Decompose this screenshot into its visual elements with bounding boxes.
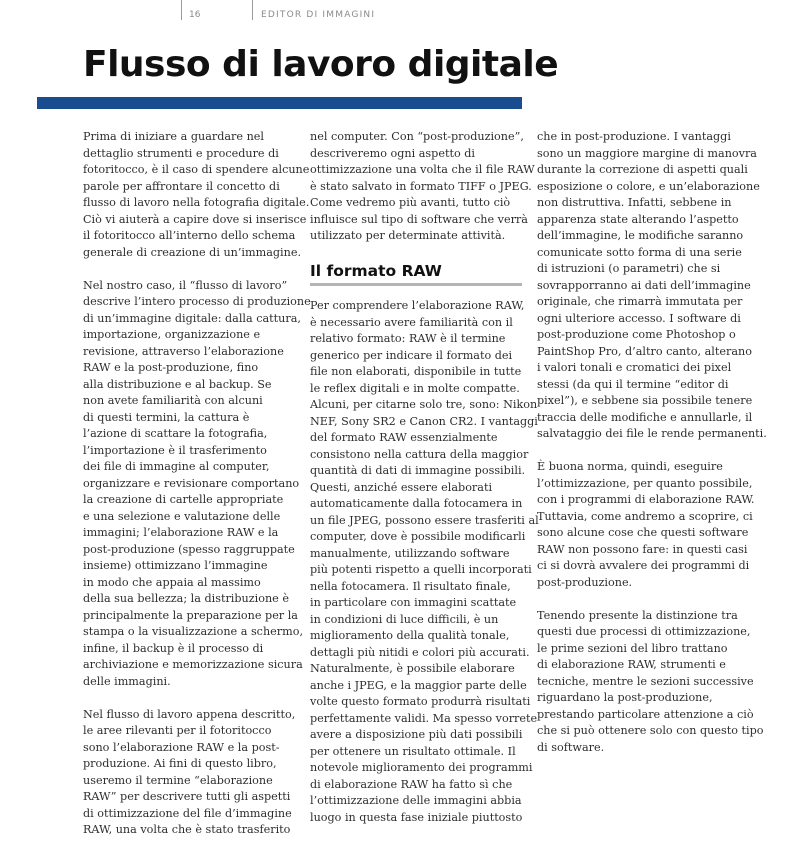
text-line: È buona norma, quindi, eseguire — [537, 460, 723, 473]
text-line: durante la correzione di aspetti quali — [537, 163, 748, 176]
running-head: EDITOR DI IMMAGINI — [261, 10, 376, 20]
text-line: sono un maggiore margine di manovra — [537, 146, 757, 160]
text-line: insieme) ottimizzano l’immagine — [83, 559, 268, 572]
text-line: fotoritocco, è il caso di spendere alcune — [83, 163, 310, 176]
text-line: revisione, attraverso l’elaborazione — [83, 344, 284, 358]
header-divider-right — [252, 0, 253, 20]
text-line: descrive l’intero processo di produzione — [83, 295, 311, 308]
text-line: sono l’elaborazione RAW e la post- — [83, 740, 280, 754]
text-column-2 — [310, 129, 539, 843]
text-line: quantità di dati di immagine possibili. — [310, 464, 526, 477]
text-line: della sua bellezza; la distribuzione è — [83, 592, 289, 605]
text-line: Questi, anziché essere elaborati — [310, 480, 493, 494]
text-line: Ciò vi aiuterà a capire dove si inserisce — [83, 212, 307, 226]
text-line: sovrapporranno ai dati dell’immagine — [537, 278, 751, 292]
text-line: luogo in questa fase iniziale piuttosto — [310, 810, 523, 824]
paragraph — [537, 129, 767, 443]
title-accent-bar — [37, 97, 522, 109]
text-line: importazione, organizzazione e — [83, 328, 261, 341]
text-line: sono alcune cose che questi software — [537, 526, 749, 539]
text-line: Per comprendere l’elaborazione RAW, — [310, 299, 525, 312]
text-line: generale di creazione di un’immagine. — [83, 245, 302, 259]
text-line: dettagli più nitidi e colori più accurati. — [310, 645, 530, 659]
text-line: apparenza state alterando l’aspetto — [537, 212, 739, 226]
paragraph — [310, 129, 535, 245]
text-line: post-produzione come Photoshop o — [537, 328, 736, 341]
text-line: Prima di iniziare a guardare nel — [83, 130, 264, 143]
text-line: influisce sul tipo di software che verrà — [310, 212, 528, 226]
text-line: comunicate sotto forma di una serie — [537, 245, 742, 259]
text-line: per ottenere un risultato ottimale. Il — [310, 744, 516, 758]
text-line: notevole miglioramento dei programmi — [310, 761, 533, 774]
paragraph — [83, 129, 310, 261]
text-line: Nel nostro caso, il “flusso di lavoro” — [83, 278, 288, 292]
text-line: automaticamente dalla fotocamera in — [310, 497, 523, 510]
text-line: Nel flusso di lavoro appena descritto, — [83, 707, 296, 721]
text-line: l’ottimizzazione delle immagini abbia — [310, 794, 522, 807]
text-column-1 — [83, 129, 311, 855]
text-line: delle immagini. — [83, 674, 171, 688]
text-line: RAW, una volta che è stato trasferito — [83, 823, 291, 836]
text-line: che in post-produzione. I vantaggi — [537, 130, 731, 143]
text-line: ottimizzazione una volta che il file RAW — [310, 163, 535, 176]
text-line: Tuttavia, come andremo a scoprire, ci — [537, 509, 753, 523]
text-line: dettaglio strumenti e procedure di — [83, 146, 279, 160]
text-line: di ottimizzazione del file d’immagine — [83, 806, 292, 820]
text-line: con i programmi di elaborazione RAW. — [537, 493, 755, 506]
text-line: le prime sezioni del libro trattano — [537, 641, 728, 655]
section-subheading: Il formato RAW — [310, 262, 442, 280]
text-line: post-produzione (spesso raggruppate — [83, 542, 295, 556]
text-line: produzione. Ai fini di questo libro, — [83, 757, 277, 770]
text-line: consistono nella cattura della maggior — [310, 447, 529, 461]
text-column-3 — [537, 129, 767, 773]
text-line: l’importazione è il trasferimento — [83, 443, 267, 457]
text-line: parole per affrontare il concetto di — [83, 179, 280, 193]
text-line: PaintShop Pro, d’altro canto, alterano — [537, 344, 752, 358]
text-line: le reflex digitali e in molte compatte. — [310, 381, 520, 395]
text-line: l’azione di scattare la fotografia, — [83, 427, 268, 440]
text-line: flusso di lavoro nella fotografia digitale. — [83, 196, 310, 209]
paragraph — [83, 278, 311, 691]
text-line: nel computer. Con “post-produzione”, — [310, 130, 524, 143]
text-line: è stato salvato in formato TIFF o JPEG. — [310, 179, 532, 193]
text-line: RAW non possono fare: in questi casi — [537, 542, 748, 556]
text-line: manualmente, utilizzando software — [310, 546, 510, 560]
text-line: non avete familiarità con alcuni — [83, 394, 263, 407]
text-line: ogni ulteriore accesso. I software di — [537, 311, 741, 325]
paragraph — [537, 459, 755, 591]
text-line: salvataggio dei file le rende permanenti. — [537, 427, 767, 440]
text-line: di questi termini, la cattura è — [83, 410, 250, 424]
text-line: RAW e la post-produzione, fino — [83, 361, 259, 374]
text-line: prestando particolare attenzione a ciò — [537, 707, 754, 721]
text-line: il fotoritocco all’interno dello schema — [83, 229, 296, 242]
text-line: di un’immagine digitale: dalla cattura, — [83, 311, 301, 325]
text-line: un file JPEG, possono essere trasferiti al — [310, 513, 539, 527]
text-line: nella fotocamera. Il risultato finale, — [310, 579, 511, 593]
text-line: Naturalmente, è possibile elaborare — [310, 662, 515, 675]
text-line: tecniche, mentre le sezioni successive — [537, 674, 754, 688]
text-line: di istruzioni (o parametri) che si — [537, 262, 721, 275]
text-line: perfettamente validi. Ma spesso vorrete — [310, 711, 538, 725]
text-line: infine, il backup è il processo di — [83, 641, 264, 655]
text-line: Come vedremo più avanti, tutto ciò — [310, 196, 511, 209]
text-line: Tenendo presente la distinzione tra — [537, 608, 738, 622]
text-line: in particolare con immagini scattate — [310, 596, 517, 609]
text-line: miglioramento della qualità tonale, — [310, 629, 510, 642]
text-line: NEF, Sony SR2 e Canon CR2. I vantaggi — [310, 414, 538, 428]
text-line: stampa o la visualizzazione a schermo, — [83, 625, 304, 638]
text-line: organizzare e revisionare comportano — [83, 476, 300, 490]
text-line: immagini; l’elaborazione RAW e la — [83, 526, 279, 539]
text-line: la creazione di cartelle appropriate — [83, 493, 284, 506]
text-line: di software. — [537, 740, 605, 754]
text-line: generico per indicare il formato dei — [310, 348, 513, 362]
paragraph — [83, 707, 297, 839]
text-line: è necessario avere familiarità con il — [310, 315, 513, 329]
text-line: volte questo formato produrrà risultati — [310, 695, 531, 708]
text-line: che si può ottenere solo con questo tipo — [537, 724, 764, 737]
text-line: dei file di immagine al computer, — [83, 460, 270, 473]
text-line: l’ottimizzazione, per quanto possibile, — [537, 476, 753, 490]
text-line: e una selezione e valutazione delle — [83, 509, 281, 523]
page-number: 16 — [189, 10, 201, 20]
text-line: originale, che rimarrà immutata per — [537, 295, 743, 308]
text-line: in modo che appaia al massimo — [83, 575, 261, 589]
text-line: del formato RAW essenzialmente — [310, 431, 498, 444]
text-line: file non elaborati, disponibile in tutte — [310, 365, 522, 378]
subheading-rule — [310, 283, 522, 286]
text-line: questi due processi di ottimizzazione, — [537, 625, 751, 638]
text-line: alla distribuzione e al backup. Se — [83, 377, 272, 391]
text-line: non distruttiva. Infatti, sebbene in — [537, 196, 732, 209]
text-line: esposizione o colore, e un’elaborazione — [537, 179, 760, 193]
text-line: dell’immagine, le modifiche saranno — [537, 229, 744, 242]
text-line: di elaborazione RAW ha fatto sì che — [310, 777, 513, 791]
text-line: di elaborazione RAW, strumenti e — [537, 658, 726, 671]
text-line: archiviazione e memorizzazione sicura — [83, 658, 303, 671]
text-line: useremo il termine “elaborazione — [83, 773, 273, 787]
text-line: i valori tonali e cromatici dei pixel — [537, 361, 732, 374]
page-title: Flusso di lavoro digitale — [83, 44, 559, 85]
text-line: post-produzione. — [537, 575, 633, 589]
text-line: in condizioni di luce difficili, è un — [310, 612, 499, 626]
text-line: anche i JPEG, e la maggior parte delle — [310, 678, 527, 692]
text-line: computer, dove è possibile modificarli — [310, 530, 526, 543]
paragraph — [537, 608, 764, 757]
text-line: utilizzato per determinate attività. — [310, 229, 506, 242]
text-line: pixel”), e sebbene sia possibile tenere — [537, 394, 753, 407]
text-line: Alcuni, per citarne solo tre, sono: Nikon — [310, 398, 538, 411]
text-line: ci si dovrà avvalere dei programmi di — [537, 559, 750, 572]
text-line: avere a disposizione più dati possibili — [310, 728, 523, 741]
text-line: RAW” per descrivere tutti gli aspetti — [83, 790, 291, 803]
text-line: relativo formato: RAW è il termine — [310, 332, 506, 345]
text-line: più potenti rispetto a quelli incorporati — [310, 563, 532, 576]
header-divider-left — [181, 0, 182, 20]
text-line: principalmente la preparazione per la — [83, 608, 298, 622]
paragraph — [310, 298, 539, 826]
text-line: descriveremo ogni aspetto di — [310, 146, 475, 160]
text-line: le aree rilevanti per il fotoritocco — [83, 724, 272, 737]
text-line: traccia delle modifiche e annullarle, il — [537, 410, 753, 424]
text-line: riguardano la post-produzione, — [537, 691, 713, 704]
text-line: stessi (da qui il termine “editor di — [537, 377, 729, 391]
